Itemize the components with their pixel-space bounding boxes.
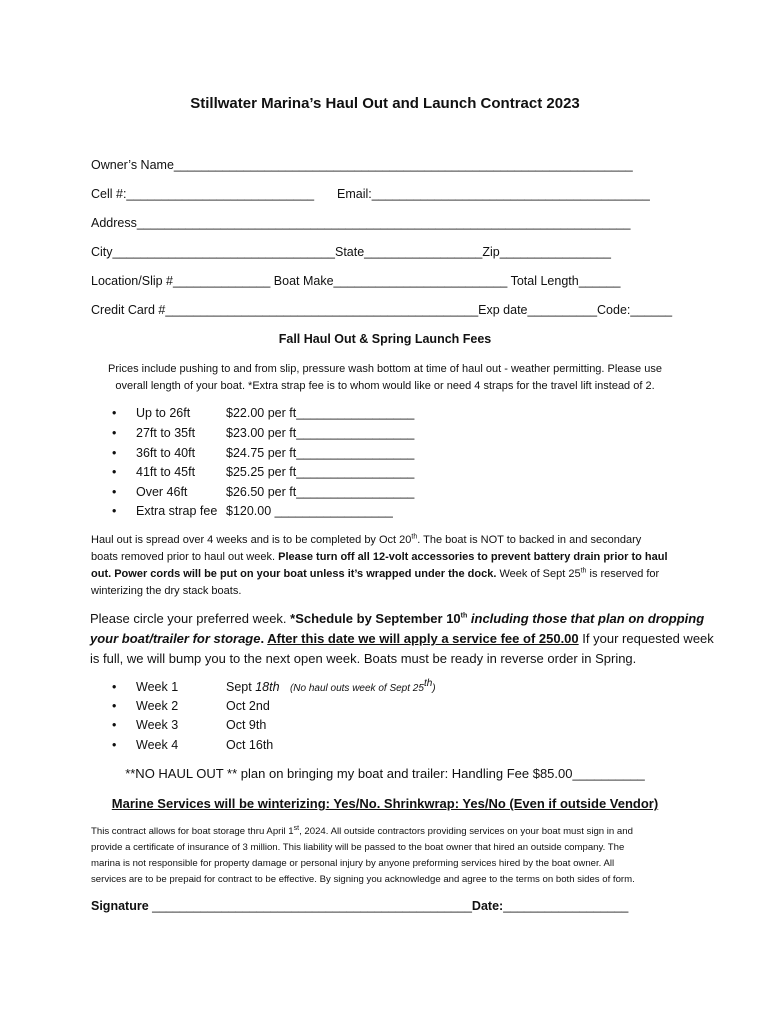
- haul-text: Haul out is spread over 4 weeks and is to be completed by Oct 20: [91, 534, 412, 546]
- bullet-icon: •: [112, 426, 117, 440]
- fee-price[interactable]: $23.00 per ft_________________: [226, 426, 415, 440]
- week-label: Week 1: [136, 680, 179, 694]
- contract-terms: [91, 824, 691, 888]
- contract-text: provide a certificate of insurance of 3 million. This liability will be passed to the boat owner that hired an outside company. The: [91, 842, 625, 853]
- city-state-zip-field[interactable]: City________________________________State_________________Zip________________: [91, 245, 611, 259]
- bullet-icon: •: [112, 504, 117, 518]
- page-title: Stillwater Marina’s Haul Out and Launch Contract 2023: [190, 95, 580, 112]
- schedule-text: If your requested week: [578, 631, 714, 646]
- haul-bold-text: out. Power cords will be put on your boat unless it’s wrapped under the dock.: [91, 568, 497, 580]
- schedule-text: Please circle your preferred week.: [90, 611, 291, 626]
- haul-bold-text: Please turn off all 12-volt accessories to prevent battery drain prior to haul: [278, 551, 668, 563]
- cell-field[interactable]: Cell #:___________________________: [91, 187, 315, 201]
- contract-sup: st: [293, 824, 300, 832]
- bullet-icon: •: [112, 465, 117, 479]
- fee-size: Over 46ft: [136, 485, 188, 499]
- haul-text: winterizing the dry stack boats.: [91, 585, 242, 597]
- contract-text: services are to be prepaid for contract to be effective. By signing you acknowledge and agree to the terms on both sides of form.: [91, 874, 635, 885]
- haul-text: is reserved for: [586, 568, 660, 580]
- fee-price[interactable]: $25.25 per ft_________________: [226, 465, 415, 479]
- haul-out-paragraph: [91, 532, 691, 600]
- bullet-icon: •: [112, 699, 117, 713]
- haul-text: boats removed prior to haul out week.: [91, 551, 279, 563]
- bullet-icon: •: [112, 446, 117, 460]
- date-label: Date:: [471, 899, 504, 913]
- fee-size: Up to 26ft: [136, 406, 191, 420]
- fees-note-line: Prices include pushing to and from slip, pressure wash bottom at time of haul out - weather permitting. Please use: [108, 363, 662, 375]
- schedule-bold-italic-text: your boat/trailer for storage: [90, 631, 261, 646]
- fee-price[interactable]: $22.00 per ft_________________: [226, 406, 415, 420]
- location-boat-field[interactable]: Location/Slip #______________ Boat Make_________________________ Total Length______: [91, 274, 621, 288]
- week-date: [226, 677, 436, 694]
- haul-text: Week of Sept 25: [496, 568, 581, 580]
- bullet-icon: •: [112, 680, 117, 694]
- haul-sup: th: [580, 567, 587, 575]
- week-note: (No haul outs week of Sept 25: [289, 683, 424, 694]
- service-fee-text: After this date we will apply a service fee of 250.00: [267, 631, 579, 646]
- bullet-icon: •: [112, 406, 117, 420]
- bullet-icon: •: [112, 738, 117, 752]
- fees-heading: Fall Haul Out & Spring Launch Fees: [278, 332, 492, 346]
- fee-price[interactable]: $24.75 per ft_________________: [226, 446, 415, 460]
- week-label: Week 3: [136, 718, 179, 732]
- date-line[interactable]: __________________: [503, 899, 629, 913]
- signature-row: [91, 899, 628, 913]
- owner-name-field[interactable]: Owner’s Name__________________________________________________________________: [91, 158, 633, 172]
- address-field[interactable]: Address_______________________________________________________________________: [91, 216, 631, 230]
- week-date: Oct 16th: [226, 738, 274, 752]
- signature-label: Signature: [91, 899, 149, 913]
- week-label: Week 2: [136, 699, 179, 713]
- contract-text: This contract allows for boat storage thru April 1: [91, 826, 294, 837]
- fees-note: [0, 361, 770, 395]
- schedule-bold-text: .: [260, 631, 268, 646]
- schedule-bold-italic-text: including those that plan on dropping: [467, 611, 705, 626]
- week-date: Oct 9th: [226, 718, 267, 732]
- schedule-text: is full, we will bump you to the next open week. Boats must be ready in reverse order in Spring.: [90, 651, 637, 666]
- schedule-sup: th: [460, 612, 468, 620]
- bullet-icon: •: [112, 485, 117, 499]
- haul-sup: th: [411, 533, 418, 541]
- signature-line[interactable]: ______________________________________________: [148, 899, 472, 913]
- schedule-paragraph: [90, 609, 714, 669]
- week-label: Week 4: [136, 738, 179, 752]
- fees-note-line: overall length of your boat. *Extra strap fee is to whom would like or need 4 straps for the travel lift instead of 2.: [115, 380, 655, 392]
- contract-text: marina is not responsible for property damage or personal injury by anyone preforming services hired by the boat owner. All: [91, 858, 615, 869]
- contract-text: , 2024. All outside contractors providing services on your boat must sign in and: [299, 826, 633, 837]
- credit-card-field[interactable]: Credit Card #_____________________________________________Exp date__________Code:______: [91, 303, 673, 317]
- week-date-italic: 18th: [255, 680, 280, 694]
- fee-size: 36ft to 40ft: [136, 446, 196, 460]
- fee-size: 41ft to 45ft: [136, 465, 196, 479]
- week-date-text: Sept: [226, 680, 256, 694]
- week-date: Oct 2nd: [226, 699, 270, 713]
- fee-price[interactable]: $120.00 _________________: [226, 504, 393, 518]
- marine-services-line[interactable]: Marine Services will be winterizing: Yes/No. Shrinkwrap: Yes/No (Even if outside Vendor): [111, 796, 659, 811]
- week-note-end: ): [432, 683, 436, 694]
- schedule-bold-text: *Schedule by September 10: [290, 611, 461, 626]
- week-note-sup: th: [423, 677, 433, 689]
- fee-size: 27ft to 35ft: [136, 426, 196, 440]
- bullet-icon: •: [112, 718, 117, 732]
- no-haul-out-line[interactable]: **NO HAUL OUT ** plan on bringing my boat and trailer: Handling Fee $85.00__________: [125, 766, 645, 781]
- fee-price[interactable]: $26.50 per ft_________________: [226, 485, 415, 499]
- haul-text: . The boat is NOT to backed in and secondary: [417, 534, 642, 546]
- fee-size: Extra strap fee: [136, 504, 218, 518]
- email-field[interactable]: Email:________________________________________: [337, 187, 650, 201]
